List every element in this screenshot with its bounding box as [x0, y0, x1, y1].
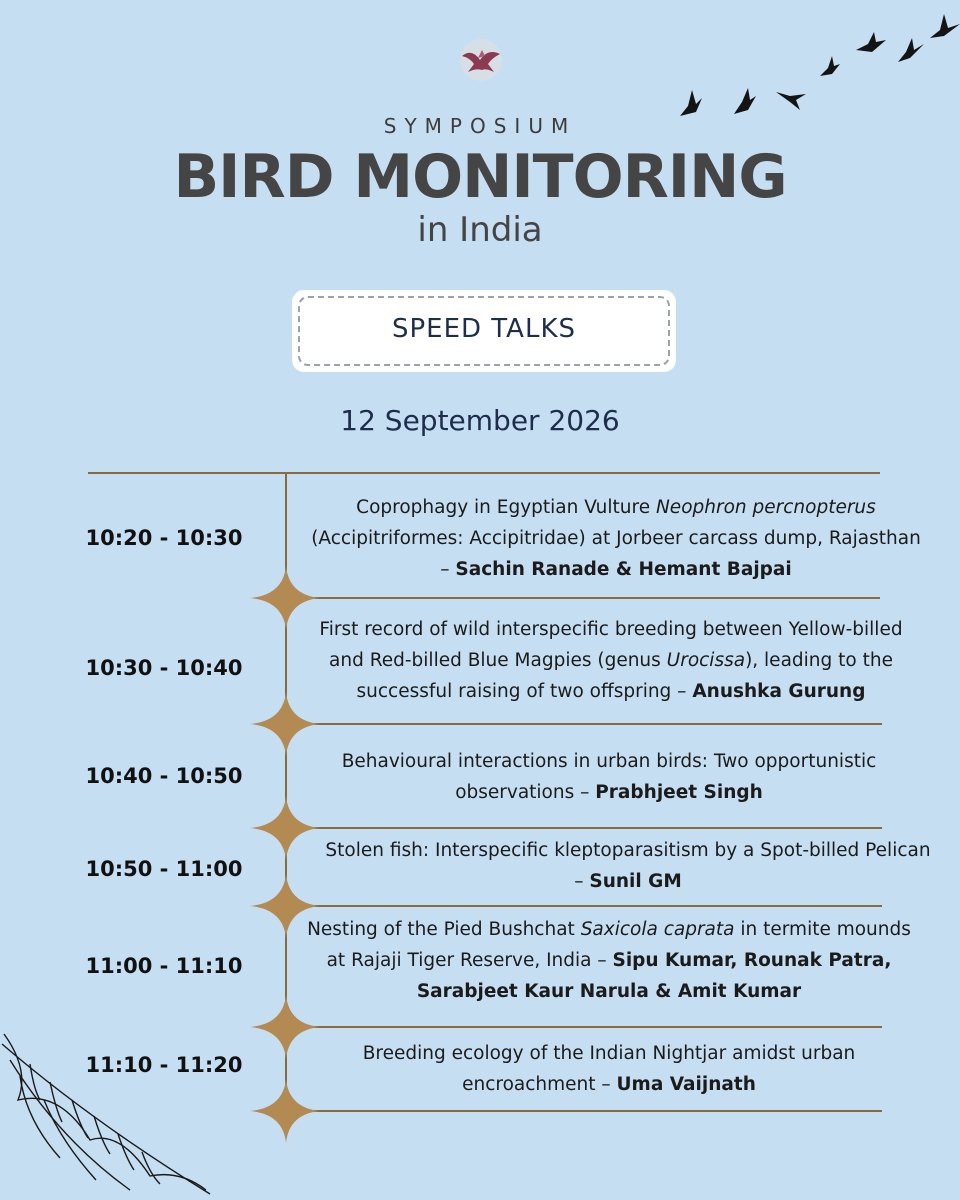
- speaker-name: Anushka Gurung: [692, 681, 866, 702]
- talk-line: [290, 835, 960, 866]
- page-subtitle: in India: [417, 210, 543, 250]
- flock-of-birds-icon: [672, 0, 960, 130]
- talk-time: 11:00 - 11:10: [85, 954, 243, 978]
- talk-line: [286, 523, 946, 554]
- talk-text: (Accipitriformes: Accipitridae) at Jorbeer carcass dump, Rajasthan: [311, 528, 921, 549]
- talk-description: [290, 835, 960, 897]
- talk-description: [286, 914, 932, 1007]
- talk-line: [286, 645, 936, 676]
- scientific-name: Saxicola caprata: [580, 919, 735, 940]
- talk-time: 10:30 - 10:40: [85, 656, 243, 680]
- scientific-name: Neophron percnopterus: [655, 497, 876, 518]
- bird-logo-icon: [458, 38, 504, 82]
- talk-line: [286, 614, 936, 645]
- talk-description: [286, 492, 946, 585]
- page-title: BIRD MONITORING: [173, 142, 787, 212]
- talk-line: [286, 1069, 932, 1100]
- talk-line: [286, 676, 936, 707]
- talk-description: [286, 1038, 932, 1100]
- talk-time: 10:40 - 10:50: [85, 764, 243, 788]
- talk-text: Stolen fish: Interspecific kleptoparasitism by a Spot-billed Pelican: [325, 840, 931, 861]
- talk-line: [286, 945, 932, 976]
- talk-line: [290, 866, 960, 897]
- talk-text: in termite mounds: [734, 919, 911, 940]
- speaker-name: Sarabjeet Kaur Narula & Amit Kumar: [416, 981, 802, 1002]
- talk-line: [286, 554, 946, 585]
- talk-text: –: [574, 871, 590, 892]
- talk-text: encroachment –: [462, 1074, 617, 1095]
- talk-line: [286, 914, 932, 945]
- talk-text: Breeding ecology of the Indian Nightjar amidst urban: [362, 1043, 856, 1064]
- event-date: 12 September 2026: [340, 404, 620, 437]
- talk-time: 10:20 - 10:30: [85, 526, 243, 550]
- talk-line: [286, 746, 932, 777]
- talk-text: successful raising of two offspring –: [356, 681, 693, 702]
- speaker-name: Prabhjeet Singh: [595, 782, 763, 803]
- talk-description: [286, 746, 932, 808]
- scientific-name: Urocissa: [666, 650, 746, 671]
- session-badge: [292, 290, 676, 372]
- talk-time: 11:10 - 11:20: [85, 1053, 243, 1077]
- talk-line: [286, 492, 946, 523]
- talk-text: Nesting of the Pied Bushchat: [307, 919, 581, 940]
- talk-line: [286, 1038, 932, 1069]
- talk-text: and Red-billed Blue Magpies (genus: [329, 650, 667, 671]
- talk-text: Behavioural interactions in urban birds: Two opportunistic: [341, 751, 877, 772]
- talk-time: 10:50 - 11:00: [85, 857, 243, 881]
- talk-text: observations –: [455, 782, 596, 803]
- talk-description: [286, 614, 936, 707]
- speaker-name: Sunil GM: [589, 871, 682, 892]
- talk-text: at Rajaji Tiger Reserve, India –: [326, 950, 613, 971]
- talk-line: [286, 777, 932, 808]
- speaker-name: Sipu Kumar, Rounak Patra,: [612, 950, 892, 971]
- talk-text: Coprophagy in Egyptian Vulture: [356, 497, 656, 518]
- feather-icon: [0, 1030, 230, 1200]
- speaker-name: Uma Vaijnath: [616, 1074, 756, 1095]
- session-badge-label: SPEED TALKS: [391, 314, 576, 344]
- event-type-label: SYMPOSIUM: [383, 114, 577, 138]
- talk-text: First record of wild interspecific breeding between Yellow-billed: [319, 619, 903, 640]
- speaker-name: Sachin Ranade & Hemant Bajpai: [455, 559, 792, 580]
- talk-text: –: [440, 559, 456, 580]
- talk-text: ), leading to the: [745, 650, 893, 671]
- talk-line: [286, 976, 932, 1007]
